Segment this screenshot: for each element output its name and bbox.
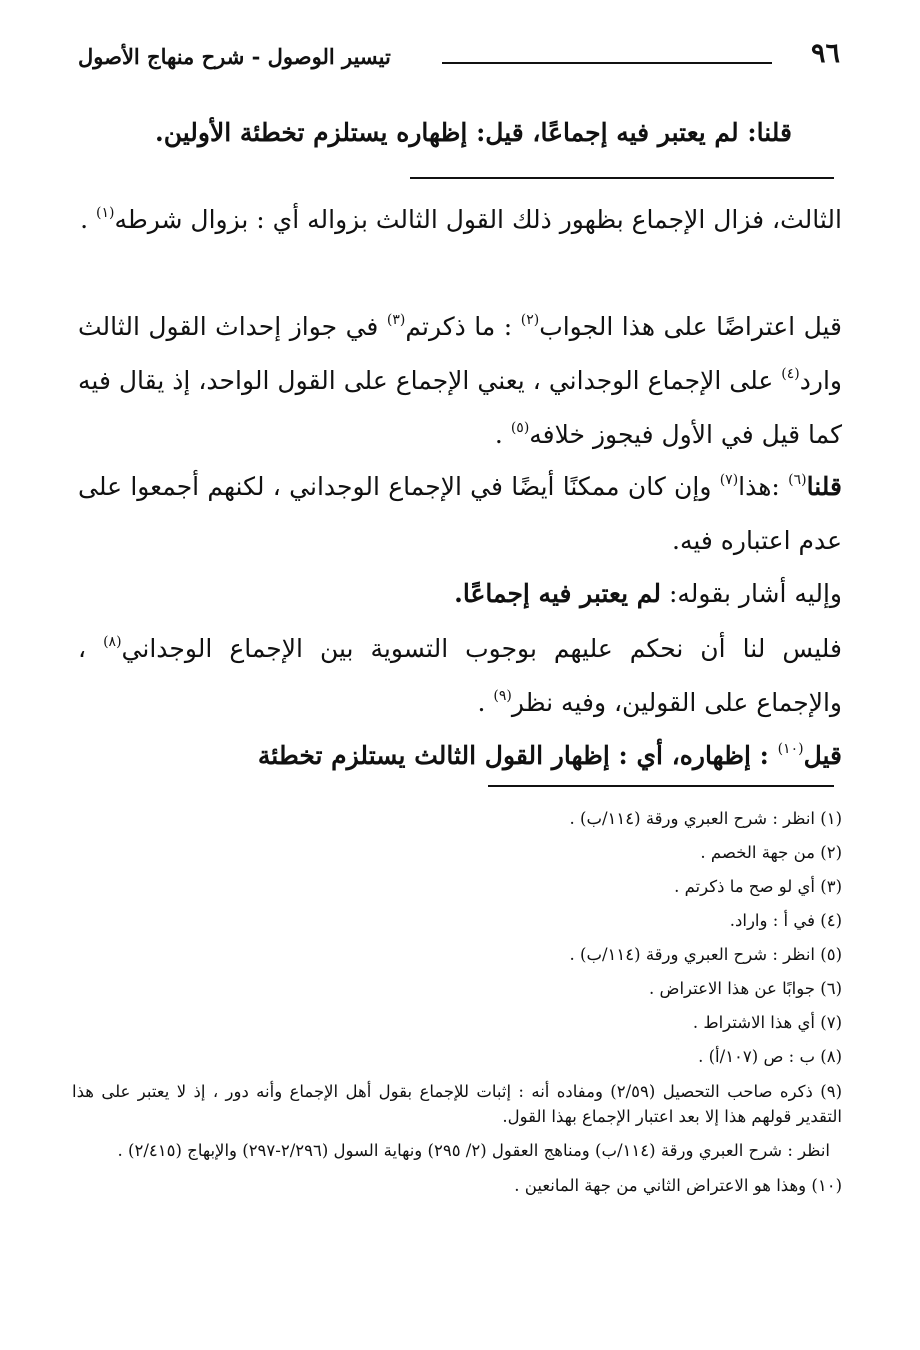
matn-text: قلنا: لم يعتبر فيه إجماعًا، قيل: إظهاره يستلزم تخطئة الأولين.	[155, 118, 792, 147]
paragraph-6-lead: قيل	[803, 741, 842, 770]
paragraph-6-a: : إظهاره،	[663, 741, 778, 770]
paragraph-4	[78, 567, 842, 621]
paragraph-1	[78, 193, 842, 247]
footnote-ref-1[interactable]: (١)	[95, 205, 115, 221]
paragraph-4-a: وإليه أشار بقوله:	[661, 579, 842, 608]
paragraph-2-b: : ما ذكرتم	[405, 312, 521, 341]
header-rule	[442, 62, 772, 64]
footnote-7: (٧) أي هذا الاشتراط .	[692, 1013, 842, 1032]
paragraph-2-c: في جواز إحداث القول الثالث وارد	[78, 312, 842, 395]
paragraph-3-b: وإن كان ممكنًا أيضًا في الإجماع الوجداني ، لكنهم أجمعوا على عدم اعتباره فيه.	[78, 472, 842, 555]
running-title: تيسير الوصول - شرح منهاج الأصول	[78, 44, 391, 69]
footnotes	[72, 802, 842, 1203]
footnote-ref-5[interactable]: (٥)	[510, 420, 530, 436]
footnote-5: (٥) انظر : شرح العبري ورقة (١١٤/ب) .	[569, 945, 842, 964]
footnote-3: (٣) أي لو صح ما ذكرتم .	[674, 877, 842, 896]
paragraph-2-e: .	[494, 420, 511, 449]
paragraph-5-b: ، والإجماع على القولين، وفيه نظر	[78, 634, 842, 717]
page-number: ٩٦	[810, 38, 840, 69]
footnote-10: (١٠) وهذا هو الاعتراض الثاني من جهة المانعين .	[514, 1176, 842, 1195]
footnote-ref-10[interactable]: (١٠)	[777, 741, 804, 757]
footnote-ref-3[interactable]: (٣)	[386, 312, 406, 328]
footnote-separator	[488, 785, 834, 787]
paragraph-5-a: فليس لنا أن نحكم عليهم بوجوب التسوية بين الإجماع الوجداني	[121, 634, 843, 663]
footnote-9-continuation: انظر : شرح العبري ورقة (١١٤/ب) ومناهج العقول (٢/ ٢٩٥) ونهاية السول (٢/٢٩٦-٢٩٧) والإبهاج (٢/٤١٥) .	[117, 1141, 830, 1160]
paragraph-3-a: :هذا	[738, 472, 789, 501]
paragraph-2-a: قيل اعتراضًا على هذا الجواب	[539, 312, 842, 341]
paragraph-6-b: أي : إظهار القول الثالث يستلزم تخطئة	[257, 741, 663, 770]
paragraph-5-c: .	[477, 688, 494, 717]
footnote-9: (٩) ذكره صاحب التحصيل (٢/٥٩) ومفاده أنه : إثبات للإجماع بقول أهل الإجماع وأنه دور ، إذ لا يعتبر على هذا التقدير قولهم هذا إلا بعد اعتبار الإجماع بهذا القول.	[72, 1082, 842, 1126]
footnote-ref-8[interactable]: (٨)	[103, 634, 122, 650]
footnote-2: (٢) من جهة الخصم .	[700, 843, 842, 862]
paragraph-4-b: لم يعتبر فيه إجماعًا.	[454, 579, 662, 608]
footnote-ref-2[interactable]: (٢)	[520, 312, 540, 328]
paragraph-1-end: .	[80, 205, 96, 234]
footnote-8: (٨) ب : ص (١٠٧/أ) .	[698, 1047, 842, 1066]
paragraph-6	[258, 729, 842, 783]
paragraph-3	[78, 460, 842, 568]
footnote-ref-4[interactable]: (٤)	[781, 366, 800, 382]
paragraph-2	[78, 300, 842, 462]
footnote-4: (٤) في أ : واراد.	[729, 911, 842, 930]
footnote-ref-9[interactable]: (٩)	[493, 688, 512, 704]
paragraph-5	[78, 622, 842, 730]
footnote-ref-6[interactable]: (٦)	[788, 472, 807, 488]
footnote-ref-7[interactable]: (٧)	[719, 472, 739, 488]
page-header	[78, 38, 840, 78]
paragraph-2-d: على الإجماع الوجداني ، يعني الإجماع على القول الواحد، إذ يقال فيه كما قيل في الأول فيجوز خلافه	[78, 366, 842, 449]
paragraph-3-lead: قلنا	[806, 472, 842, 501]
footnote-1: (١) انظر : شرح العبري ورقة (١١٤/ب) .	[569, 809, 842, 828]
paragraph-1-text: الثالث، فزال الإجماع بظهور ذلك القول الثالث بزواله أي : بزوال شرطه	[114, 205, 842, 234]
footnote-6: (٦) جوابًا عن هذا الاعتراض .	[649, 979, 842, 998]
matn-rule	[410, 177, 834, 179]
